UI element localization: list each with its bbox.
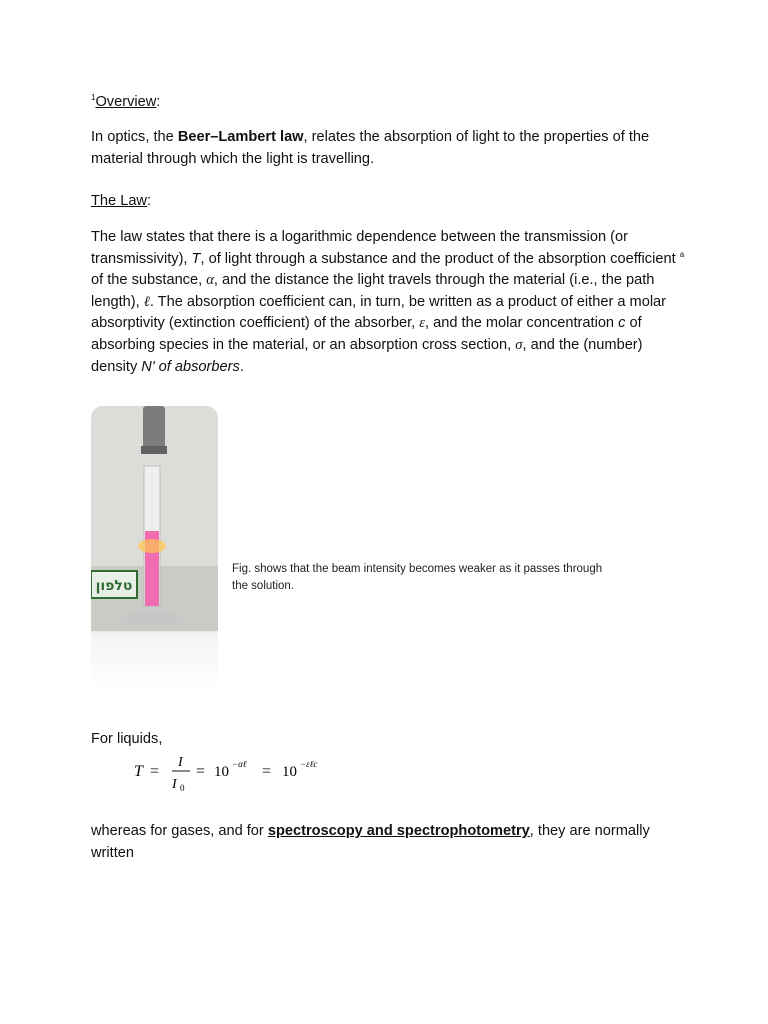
footnote-a: a: [679, 249, 685, 259]
symbol-T: T: [191, 250, 201, 267]
formula-den-sub: 0: [180, 783, 185, 793]
law-text-1: The law states that there is a logarithmic dependence between the transmission (or transmissivity),: [91, 229, 629, 267]
intro-paragraph: [91, 127, 691, 170]
transmission-formula: [134, 752, 354, 792]
formula-eq2: =: [196, 763, 206, 780]
symbol-alpha: α: [206, 272, 214, 289]
formula-exp1: −αℓ: [232, 759, 247, 769]
law-paragraph: [91, 227, 691, 378]
formula-eq3: =: [262, 763, 272, 780]
footnote-marker: 1: [91, 93, 96, 102]
intro-prefix: In optics, the: [91, 129, 178, 145]
formula-svg: [134, 752, 354, 794]
symbol-c: c: [618, 315, 626, 332]
intro-rest: , relates the absorption of light to the properties of the material through which the light is travelling.: [91, 129, 650, 167]
law-text-6: , and the molar concentration: [425, 315, 619, 332]
cylinder-illustration: [91, 406, 218, 692]
formula-eq1: =: [150, 763, 160, 780]
overview-heading: [91, 92, 160, 114]
law-text-2: , of light through a substance and the product of the absorption coefficient: [200, 250, 680, 267]
formula-T: T: [134, 763, 143, 780]
symbol-ell: ℓ: [143, 293, 150, 310]
sign-text: טלפון: [95, 578, 133, 594]
whereas-rest: , they are normally written: [91, 823, 650, 861]
for-liquids-label: For liquids,: [91, 731, 163, 747]
symbol-epsilon: ε: [419, 315, 426, 332]
law-text-3: of the substance,: [91, 272, 207, 289]
law-heading-colon: :: [146, 193, 152, 209]
formula-ten2: 10: [282, 764, 297, 780]
whereas-prefix: whereas for gases, and for: [91, 823, 268, 839]
formula-ten1: 10: [214, 764, 229, 780]
law-text-5: . The absorption coefficient can, in turn, be written as a product of either a molar absorptivity (extinction coefficient) of the absorber,: [91, 293, 667, 332]
law-text-7: of absorbing species in the material, or an absorption cross section,: [91, 315, 642, 353]
formula-num: I: [178, 755, 183, 770]
symbol-N-absorbers: N' of absorbers: [141, 358, 240, 375]
beer-lambert-term: Beer–Lambert law: [177, 129, 304, 145]
formula-exp2: −εℓc: [300, 759, 318, 769]
symbol-sigma: σ: [515, 336, 523, 353]
spectroscopy-link[interactable]: spectroscopy and spectrophotometry: [267, 823, 530, 839]
overview-title: Overview: [95, 94, 157, 110]
formula-den: I: [172, 777, 177, 792]
figure-caption: Fig. shows that the beam intensity becomes weaker as it passes through the solution.: [232, 563, 603, 592]
overview-colon: :: [156, 94, 161, 110]
law-heading-title: The Law: [91, 193, 147, 209]
law-text-9: .: [239, 358, 244, 375]
law-text-8: , and the (number) density: [91, 336, 643, 375]
cylinder-photo: [91, 406, 218, 692]
law-text-4: , and the distance the light travels through the material (i.e., the path length),: [91, 272, 655, 310]
whereas-paragraph: [91, 821, 691, 864]
law-heading: [91, 191, 151, 213]
